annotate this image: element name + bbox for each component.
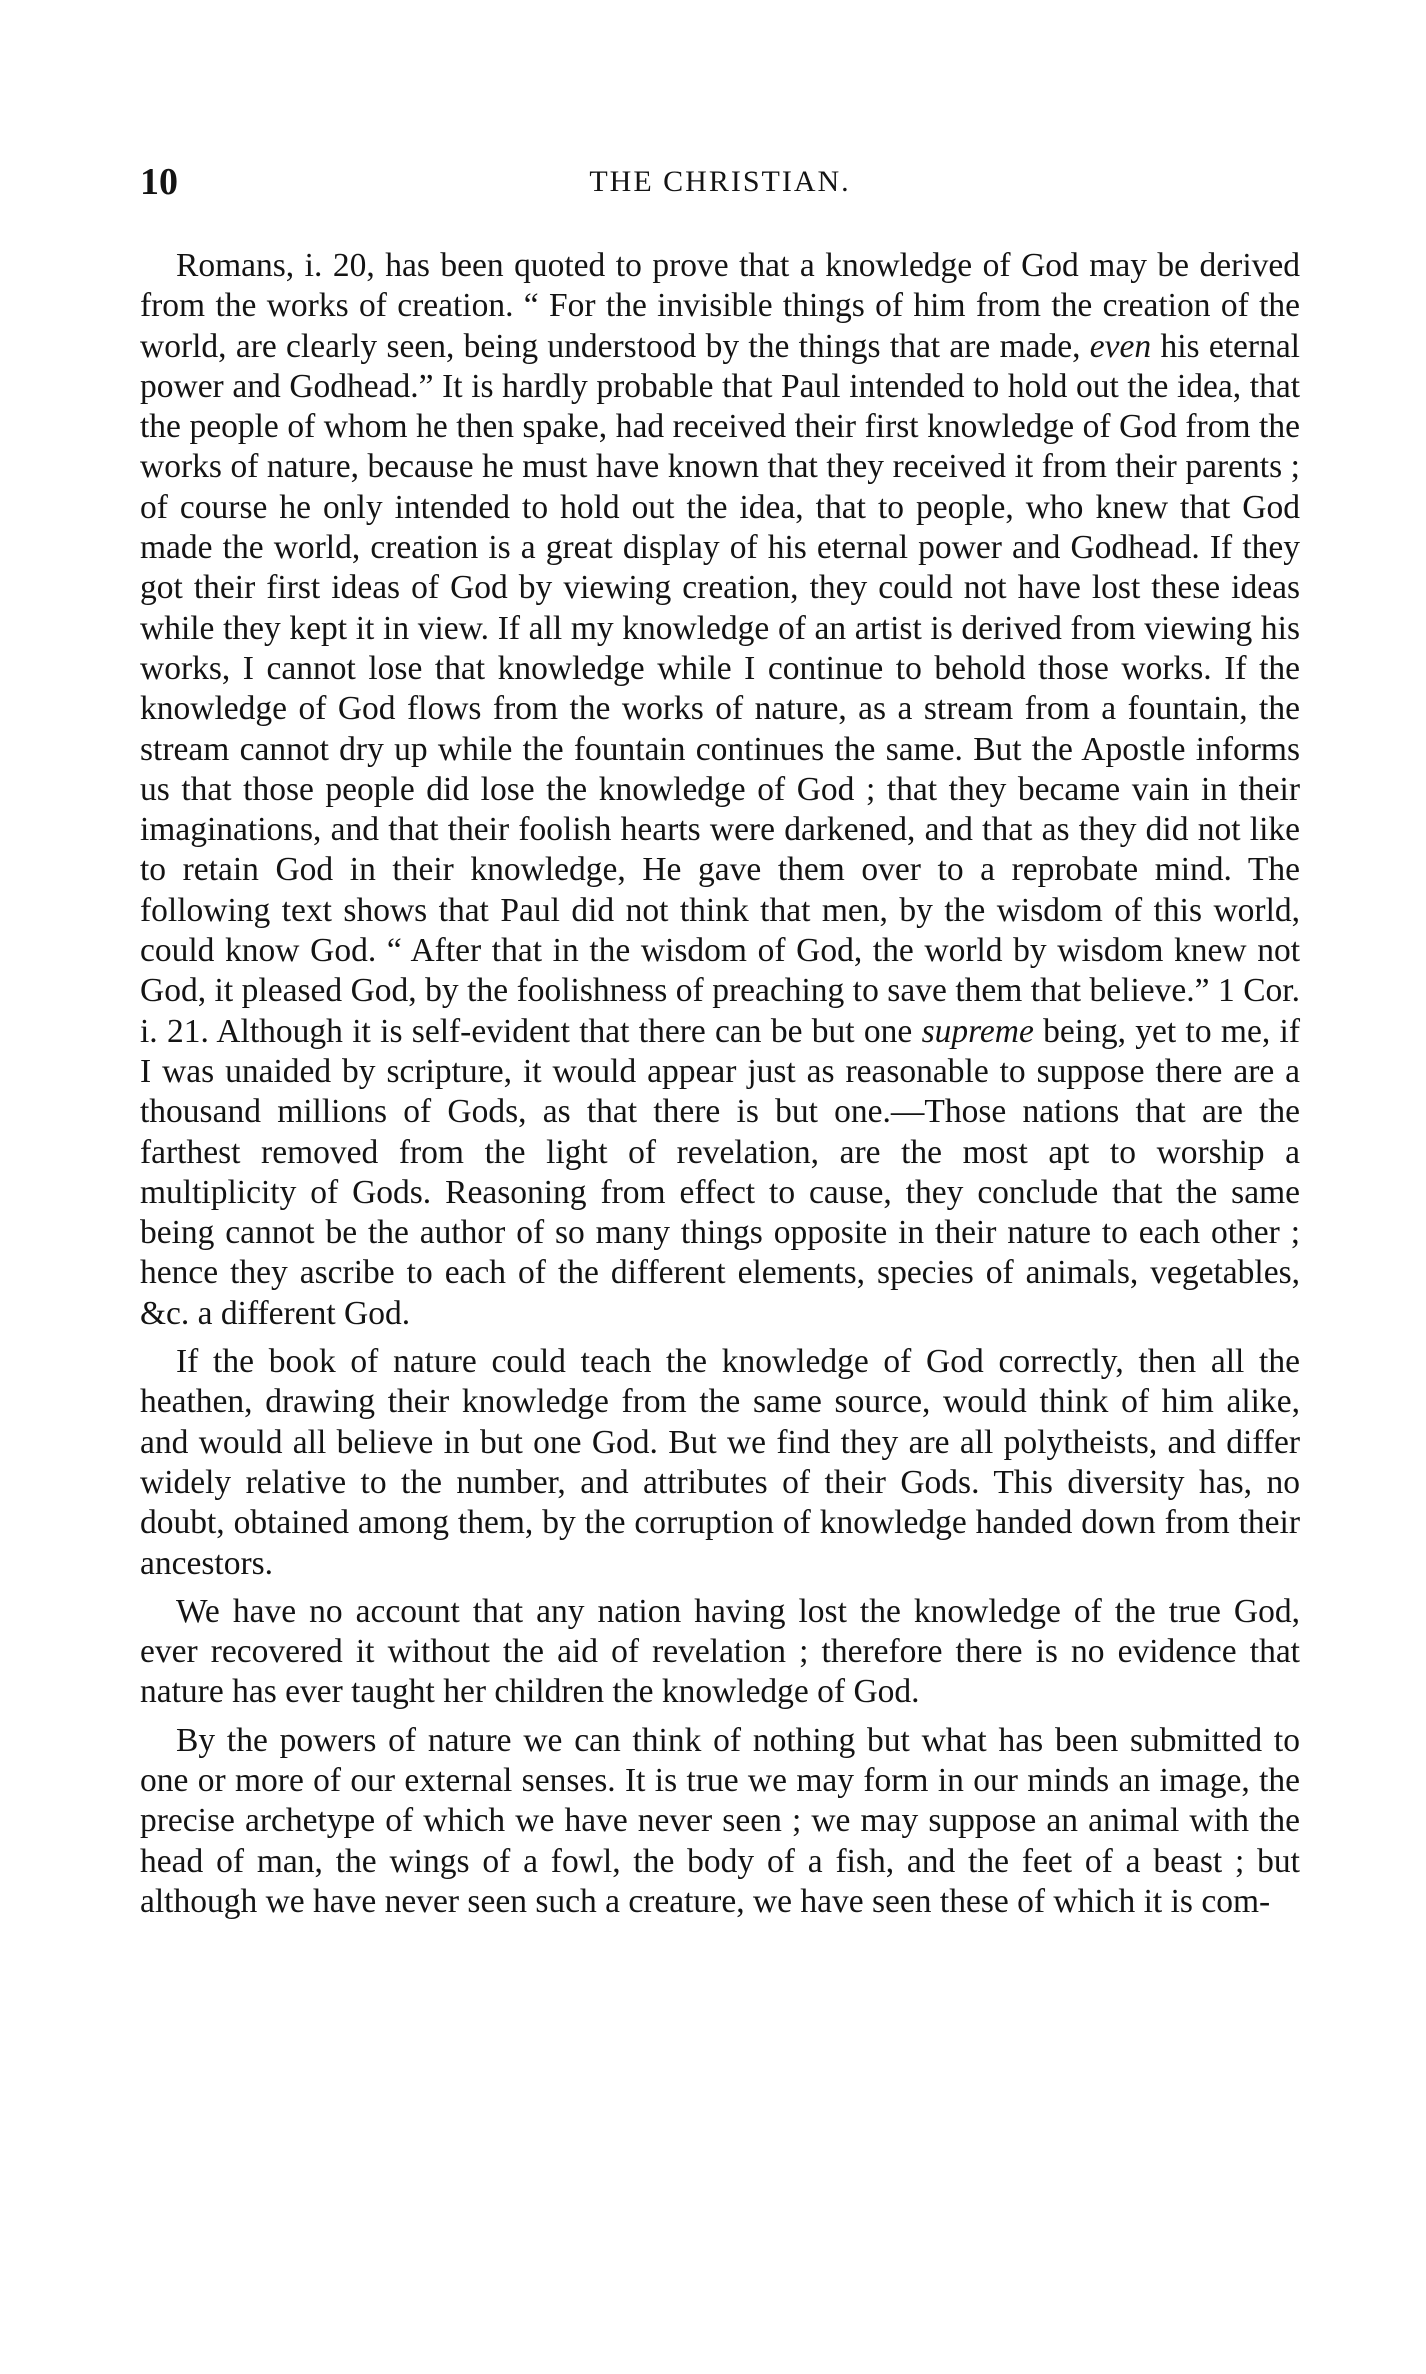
italic-segment: supreme bbox=[921, 1012, 1034, 1050]
paragraph-powers-of-nature bbox=[140, 1721, 1300, 1922]
text-segment: If the book of nature could teach the knowledge of God correctly, then all the heathen, drawing their knowledge from the same source, would think of him alike, and would all believe in but one God. But we find they are all polytheists, and differ widely relative to the number, and attributes of their Gods. This diversity has, no doubt, obtained among them, by the corruption of knowledge handed down from their ancestors. bbox=[140, 1343, 1300, 1582]
running-title: THE CHRISTIAN. bbox=[589, 165, 851, 198]
paragraph-romans bbox=[140, 246, 1300, 1334]
body-text bbox=[140, 246, 1300, 1930]
text-segment: We have no account that any nation having lost the knowledge of the true God, ever recovered it without the aid of revelation ; therefore there is no evidence that nature has ever taught her children the knowledge of God. bbox=[140, 1592, 1300, 1711]
paragraph-book-of-nature bbox=[140, 1342, 1300, 1584]
italic-segment: even bbox=[1089, 327, 1152, 365]
page-number: 10 bbox=[140, 161, 178, 203]
text-segment: being, yet to me, if I was unaided by scripture, it would appear just as reasonable to suppose there are a thousand millions of Gods, as that there is but one.—Those nations that are the farthest removed from the light of revelation, are the most apt to worship a multiplicity of Gods. Reasoning from effect to cause, they conclude that the same being cannot be the author of so many things opposite in their nature to each other ; hence they ascribe to each of the different elements, species of animals, vegetables, &c. a different God. bbox=[140, 1012, 1300, 1332]
text-segment: By the powers of nature we can think of nothing but what has been submitted to one or more of our external senses. It is true we may form in our minds an image, the precise archetype of which we have never seen ; we may suppose an animal with the head of man, the wings of a fowl, the body of a fish, and the feet of a beast ; but although we have never seen such a creature, we have seen these of which it is com- bbox=[140, 1721, 1300, 1920]
paragraph-no-account bbox=[140, 1592, 1300, 1713]
text-segment: his eternal power and Godhead.” It is hardly probable that Paul intended to hold out the idea, that the people of whom he then spake, had received their first knowledge of God from the works of nature, because he must have known that they received it from their parents ; of course he only intended to hold out the idea, that to people, who knew that God made the world, creation is a great display of his eternal power and Godhead. If they got their first ideas of God by viewing creation, they could not have lost these ideas while they kept it in view. If all my knowledge of an artist is derived from viewing his works, I cannot lose that knowledge while I continue to behold those works. If the knowledge of God flows from the works of nature, as a stream from a fountain, the stream cannot dry up while the fountain continues the same. But the Apostle informs us that those people did lose the knowledge of God ; that they became vain in their imaginations, and that their foolish hearts were darkened, and that as they did not like to retain God in their knowledge, He gave them over to a reprobate mind. The following text shows that Paul did not think that men, by the wisdom of this world, could know God. “ After that in the wisdom of God, the world by wisdom knew not God, it pleased God, by the foolishness of preaching to save them that believe.” 1 Cor. i. 21. Although it is self-evident that there can be but one bbox=[140, 327, 1300, 1050]
page-header bbox=[140, 158, 1300, 206]
text-segment: Romans, i. 20, has been quoted to prove that a knowledge of God may be derived from the works of creation. “ For the invisible things of him from the creation of the world, are clearly seen, being understood by the things that are made, bbox=[140, 247, 1300, 365]
